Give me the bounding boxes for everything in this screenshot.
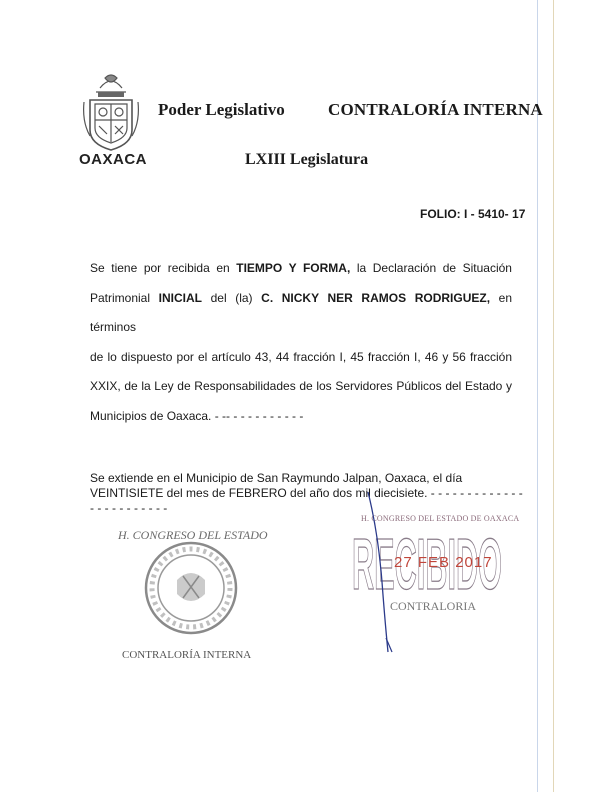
closing-statement [90,471,530,516]
received-stamp-word: RECIBIDO [352,525,502,599]
body-text: en términos [90,290,513,334]
received-date: 27 FEB 2017 [394,554,493,571]
internal-comptroller-stamp-label: CONTRALORÍA INTERNA [122,649,252,661]
declaration-body [90,254,512,431]
received-office: CONTRALORIA [390,599,476,613]
body-emphasis: TIEMPO Y FORMA, [236,261,351,275]
body-line-3: de lo dispuesto por el artículo 43, 44 fracción I, 45 fracción I, 46 y 56 fracción [90,349,512,364]
congress-stamp-label: H. CONGRESO DEL ESTADO [118,528,268,542]
body-line-2 [90,284,512,343]
state-name: OAXACA [79,151,148,168]
legislature-name: LXIII Legislatura [245,151,369,168]
body-line-5: Municipios de Oaxaca. - -- - - - - - - - - - - [90,408,304,423]
declaration-type: INICIAL [158,290,202,305]
oaxaca-coat-of-arms-icon [80,72,142,156]
received-stamp-header: H. CONGRESO DEL ESTADO DE OAXACA [361,514,520,523]
folio-number: FOLIO: I - 5410- 17 [420,207,526,221]
office-name: CONTRALORÍA INTERNA [328,100,543,119]
body-text: la Declaración de Situación [350,261,512,275]
body-text: del (la) [201,290,262,305]
closing-line-1: Se extiende en el Municipio de San Raymundo Jalpan, Oaxaca, el día [90,471,463,485]
congress-seal-icon [143,540,239,636]
declarant-name: C. NICKY NER RAMOS RODRIGUEZ, [261,290,491,305]
body-text: Se tiene por recibida en [90,261,237,275]
body-line-4: XXIX, de la Ley de Responsabilidades de los Servidores Públicos del Estado y [90,379,512,393]
scan-edge-line [553,0,554,792]
signature-mark [364,488,404,658]
closing-line-3: - - - - - - - - - - - [90,501,168,515]
body-line-1 [90,254,512,284]
body-text: Patrimonial [90,290,159,305]
closing-line-2: VEINTISIETE del mes de FEBRERO del año dos mil diecisiete. - - - - - - - - - - - - - [90,486,523,500]
institution-name: Poder Legislativo [158,100,285,119]
